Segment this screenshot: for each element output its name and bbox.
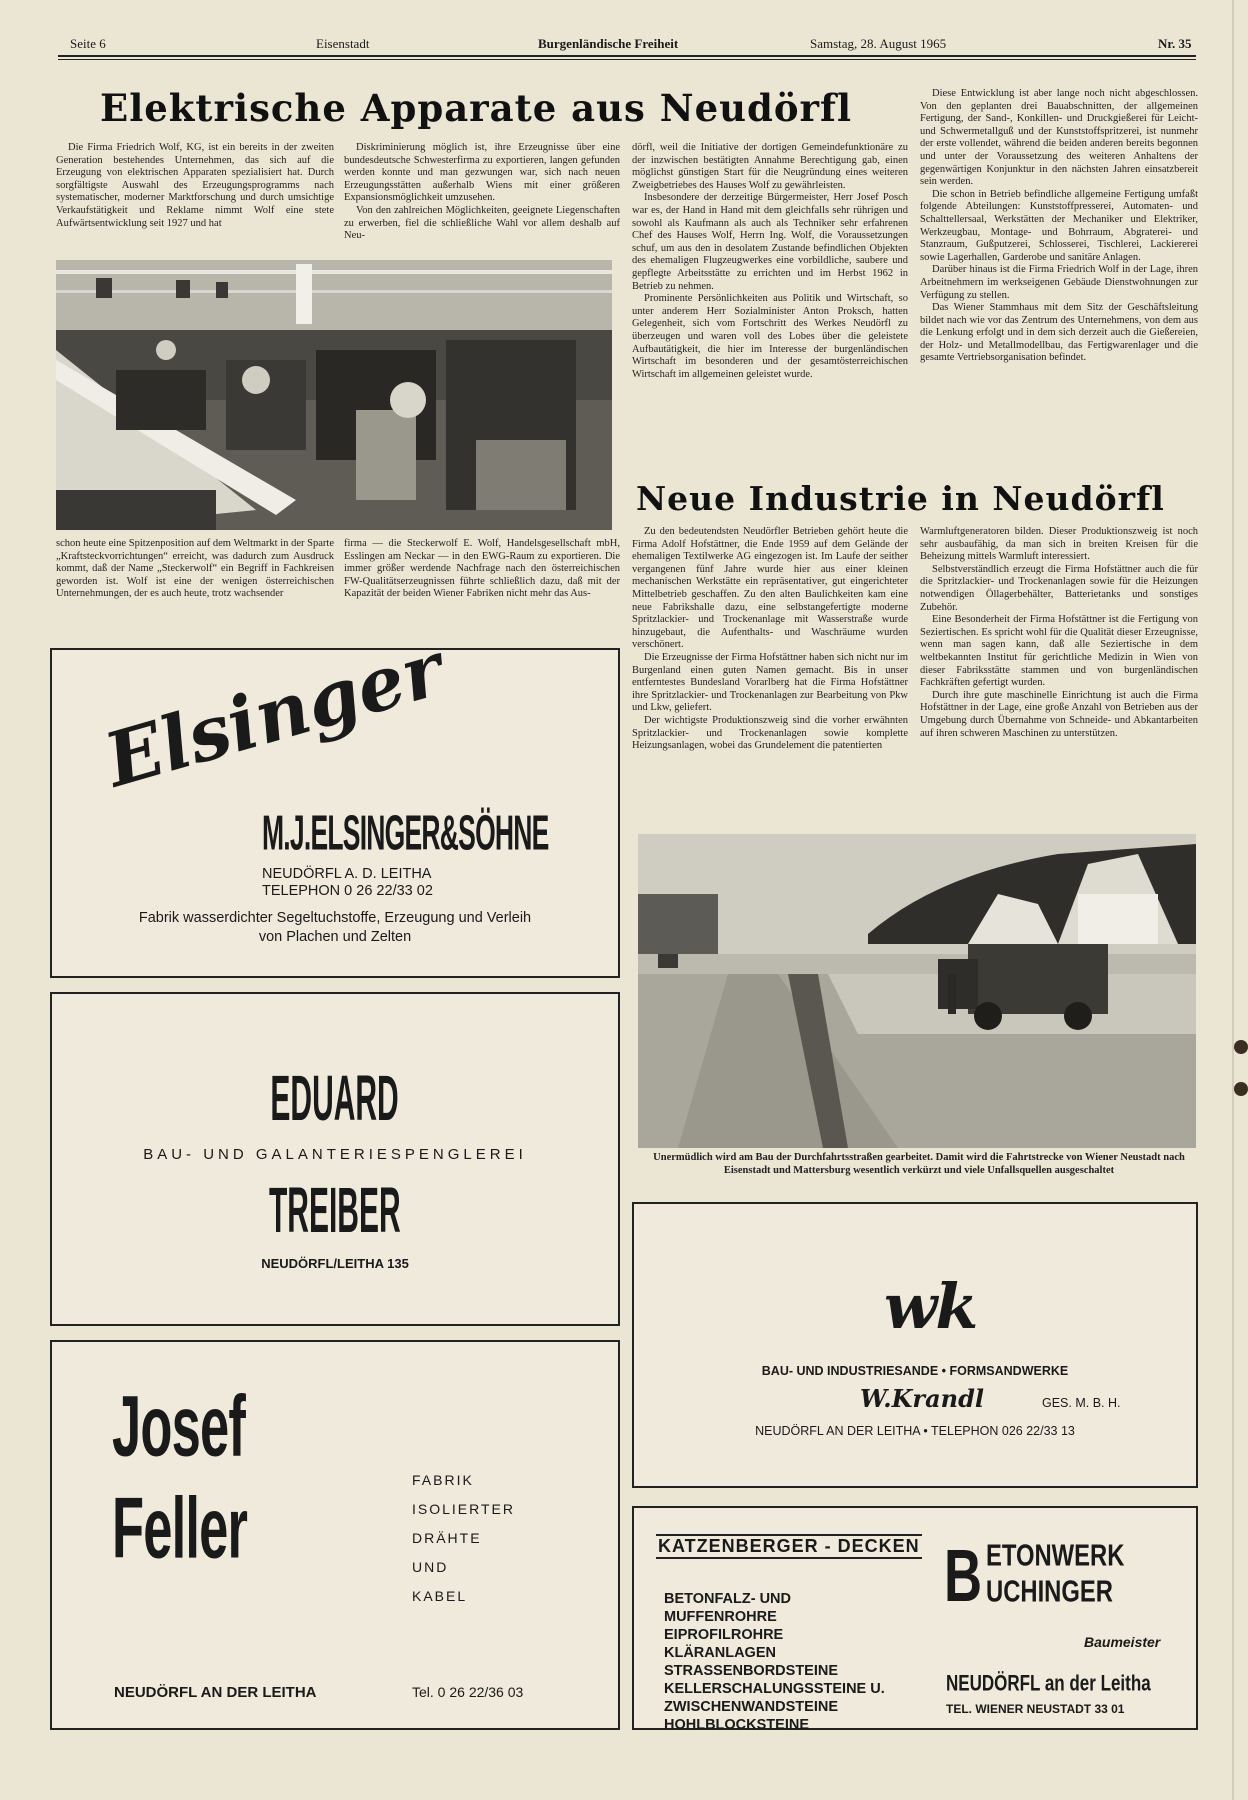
elsinger-line1: Fabrik wasserdichter Segeltuchstoffe, Erzeugung und Verleih xyxy=(138,910,532,926)
newspaper-name: Burgenländische Freiheit xyxy=(538,36,679,51)
road-photo-caption: Unermüdlich wird am Bau der Durchfahrtsstraßen gearbeitet. Damit wird die Fahrtstrecke von Wiener Neustadt nach Eisenstadt und Mattersburg wesentlich verkürzt und viele Unfallsquellen ausgeschaltet xyxy=(653,1152,1185,1176)
krandl-line3: NEUDÖRFL AN DER LEITHA • TELEPHON 026 22/33 13 xyxy=(755,1424,1075,1438)
article1-col2-bottom-text: firma — die Steckerwolf E. Wolf, Handelsgesellschaft mbH, Esslingen am Neckar — in den EWG-Raum zu exportieren. Die immer größer werdende Nachfrage nach den österreichischen FW-Qualitätserzeugnissen führte schließlich dazu, daß mit der Kapazität der beiden Wiener Fabriken nicht mehr das Aus- xyxy=(344,538,620,600)
header-location: Eisenstadt xyxy=(316,36,370,51)
buchinger-product: ZWISCHENWANDSTEINE xyxy=(664,1699,838,1715)
feller-product-5: KABEL xyxy=(412,1588,468,1604)
buchinger-brand2: UCHINGER xyxy=(986,1574,1113,1609)
article2-col-b-p3: Eine Besonderheit der Firma Hofstättner ist die Fertigung von Seziertischen. Es spricht wohl für die Qualität dieser Erzeugnisse, wenn man sagen kann, daß alle Seziertische in dem weltbekannten Institut für gerichtliche Medizin in Wien von dieser Fabriksstätte stammen und von burgenländischen Fachkräften gefertigt wurden. xyxy=(920,614,1198,689)
feller-product-1: FABRIK xyxy=(412,1472,474,1488)
feller-product-2: ISOLIERTER xyxy=(412,1501,515,1517)
feller-place: NEUDÖRFL AN DER LEITHA xyxy=(114,1684,317,1701)
article1-col4 xyxy=(920,88,1198,464)
buchinger-product: KELLERSCHALUNGSSTEINE U. xyxy=(664,1681,885,1697)
binding-hole-1 xyxy=(1234,1040,1248,1054)
article1-col2-top-text2: Von den zahlreichen Möglichkeiten, geeignete Liegenschaften zu erwerben, fiel die schließliche Wahl vor allem deshalb auf Neu- xyxy=(344,204,620,242)
feller-products xyxy=(412,1466,515,1611)
header-rule xyxy=(58,55,1196,60)
buchinger-product: MUFFENROHRE xyxy=(664,1609,777,1625)
elsinger-script-logo: Elsinger xyxy=(96,626,453,805)
treiber-first-wrap xyxy=(52,1064,618,1135)
article1-col2-bottom xyxy=(344,538,620,628)
feller-product-4: UND xyxy=(412,1559,449,1575)
krandl-line1: BAU- UND INDUSTRIESANDE • FORMSANDWERKE xyxy=(761,1364,1069,1378)
article2-col-a-p1: Zu den bedeutendsten Neudörfler Betrieben gehört heute die Firma Adolf Hofstättner, die Ende 1959 auf dem Gelände der ehemaligen Textilwerke AG eingezogen ist. Im Laufe der seither vergangenen fünf Jahre wurde hier aus einer kleinen mechanischen Werkstätte ein repräsentativer, gut eingerichteter Mittelbetrieb geschaffen. Zu den alten Baulichkeiten kam eine neue Fabrikshalle dazu, eine selbstangefertigte moderne Spritzlackier- und Trockenanlage mit Wasserstraße wurde hinzugebaut, die Aufenthalts- und Waschräume wurden verschönert. xyxy=(632,526,908,651)
article1-col4-p4: Das Wiener Stammhaus mit dem Sitz der Geschäftsleitung bildet nach wie vor das Zentrum des Unternehmens, von dem aus die Lenkung erfolgt und in dem sich derzeit auch die Gießereien, der Holz- und Metallmodellbau, das Fertigwarenlager und die gesamte Vertriebsorganisation befindet. xyxy=(920,302,1198,364)
page-edge xyxy=(1232,0,1234,1800)
article2-headline: Neue Industrie in Neudörfl xyxy=(636,479,1165,518)
buchinger-product: KLÄRANLAGEN xyxy=(664,1645,776,1661)
buchinger-product: BETONFALZ- UND xyxy=(664,1591,792,1607)
binding-hole-2 xyxy=(1234,1082,1248,1096)
elsinger-firm-name: M.J.ELSINGER&SÖHNE xyxy=(262,806,549,862)
article1-col1-top xyxy=(56,142,334,254)
krandl-wk-logo: wk xyxy=(884,1270,977,1343)
article2-col-a-p2: Die Erzeugnisse der Firma Hofstättner haben sich nicht nur im Burgenland einen guten Namen gemacht. Bis in unser entferntestes Bundesland Vorarlberg hat die Firma Hofstättner ihre Spritzlackier- und Trockenanlagen zur Bearbeitung von Pkw und Lkw, geliefert. xyxy=(632,651,908,714)
article1-col3-p1: dörfl, weil die Initiative der dortigen Gemeindefunktionäre zu der inzwischen bestätigten Annahme Berechtigung gab, einen möglichst günstigen Start für die Neugründung eines weiteren Zweigbetriebes des Hauses Wolf zu gewährleisten. xyxy=(632,142,908,191)
ad-feller xyxy=(50,1340,620,1730)
treiber-first-name: EDUARD xyxy=(270,1064,400,1135)
treiber-last-name: TREIBER xyxy=(269,1176,401,1247)
treiber-place: NEUDÖRFL/LEITHA 135 xyxy=(261,1256,409,1271)
buchinger-phone: TEL. WIENER NEUSTADT 33 01 xyxy=(946,1702,1125,1716)
article1-col4-p3: Darüber hinaus ist die Firma Friedrich Wolf in der Lage, ihren Arbeitnehmern im werkseigenen Gebäude Dienstwohnungen zur Verfügung zu stellen. xyxy=(920,264,1198,301)
factory-photo-image xyxy=(56,260,612,530)
buchinger-place: NEUDÖRFL an der Leitha xyxy=(946,1672,1151,1697)
buchinger-initial: B xyxy=(944,1535,983,1618)
elsinger-phone: TELEPHON 0 26 22/33 02 xyxy=(262,883,433,899)
article2-col-b xyxy=(920,526,1198,820)
ad-krandl xyxy=(632,1202,1198,1488)
ad-elsinger xyxy=(50,626,620,978)
article1-col3-p2: Insbesondere der derzeitige Bürgermeister, Herr Josef Posch war es, der Hand in Hand mit dem gleichfalls sehr rührigen und sowohl als Kaufmann als auch als Techniker sehr erfahrenen Chef des Hauses Wolf, Herrn Ing. Wolf, die Voraussetzungen schuf, um aus den in desolatem Zustande befindlichen Objekten des ehemaligen Flugzeugwerkes eine vorbildliche, saubere und gepflegte Arbeitsstätte zu errichten und im Herbst 1962 in Betrieb zu nehmen. xyxy=(632,192,908,292)
issue-number: Nr. 35 xyxy=(1158,36,1192,51)
article1-col2-top xyxy=(344,142,620,254)
buchinger-role: Baumeister xyxy=(1084,1634,1161,1650)
article2-col-a-p3: Der wichtigste Produktionszweig sind die vorher erwähnten Spritzlackier- und Trockenanlagen sowie komplette Heizungsanlagen, wobei das Grundelement die patentierten xyxy=(632,714,908,752)
katzenberger-title: KATZENBERGER - DECKEN xyxy=(656,1534,922,1559)
feller-last-name: Feller xyxy=(112,1479,248,1577)
ad-buchinger xyxy=(632,1506,1198,1733)
elsinger-place: NEUDÖRFL A. D. LEITHA xyxy=(262,866,432,882)
article1-col2-top-text: Diskriminierung möglich ist, ihre Erzeugnisse über eine bundesdeutsche Schwesterfirma zu exportieren, langen gefunden werden konnte und man gezwungen war, sich nach neuen Erzeugungsstätten außerhalb Wiens mit einer größeren Expansionsmöglichkeit umzusehen. xyxy=(344,142,620,204)
article1-col1-bottom xyxy=(56,538,334,628)
article1-col3 xyxy=(632,142,908,468)
feller-product-3: DRÄHTE xyxy=(412,1530,482,1546)
header-date: Samstag, 28. August 1965 xyxy=(810,36,947,51)
article1-col4-p1: Diese Entwicklung ist aber lange noch nicht abgeschlossen. Von den geplanten drei Bauabschnitten, der allgemeinen Fertigung, der Sand-, Konkillen- und Druckgießerei für Leicht- und Schwermetallguß und der Kunststoffspritzerei, ist nunmehr der erste vollendet, während die beiden anderen bereits begonnen und unter der Voraussetzung des weiteren Anhaltens der gegenwärtigen Konjunktur in den nächsten Jahren einsatzbereit sein werden. xyxy=(920,88,1198,188)
buchinger-product: EIPROFILROHRE xyxy=(664,1627,784,1643)
page-number: Seite 6 xyxy=(70,36,106,51)
treiber-last-wrap xyxy=(52,1176,618,1247)
buchinger-product: HOHLBLOCKSTEINE xyxy=(664,1717,809,1733)
treiber-trade: BAU- UND GALANTERIESPENGLEREI xyxy=(143,1146,527,1163)
article1-col1-bottom-text: schon heute eine Spitzenposition auf dem Weltmarkt in der Sparte „Kraftsteckvorrichtungen“ erreicht, was dadurch zum Ausdruck kommt, daß der Name „Steckerwolf“ ein Begriff in Fachkreisen geworden ist. Wolf ist eine der wenigen österreichischen Unternehmungen, der es auch heute, trotz wachsender xyxy=(56,538,334,600)
article2-col-b-p2: Selbstverständlich erzeugt die Firma Hofstättner auch die für die Spritzlackier- und Trockenanlagen sowie für die Heizungen notwendigen Öllagerbehälter, Batterietanks und sonstiges Zubehör. xyxy=(920,563,1198,613)
article1-col3-p3: Prominente Persönlichkeiten aus Politik und Wirtschaft, so unter anderem Herr Sozialminister Anton Proksch, hatten Gelegenheit, sich vom Fortschritt des Werkes Neudörfl zu überzeugen und waren voll des Lobes über die geleistete Aufbautätigkeit, die hier im Interesse der burgenländischen Wirtschaft im besonderen und der gesamtösterreichischen Wirtschaft im allgemeinen geleistet wurde. xyxy=(632,293,908,380)
elsinger-line2: von Plachen und Zelten xyxy=(258,929,412,945)
article1-headline: Elektrische Apparate aus Neudörfl xyxy=(100,86,853,130)
feller-first-name: Josef xyxy=(112,1377,245,1475)
article1-col4-p2: Die schon in Betrieb befindliche allgemeine Fertigung umfaßt folgende Abteilungen: Kunststoffpresserei, Automaten- und Schalttellersaal, Werkstätten der Mechaniker und Elektriker, Werkzeugbau, Montage- und Bohrraum, Abgraterei- und Stanzraum, Gußputzerei, Schlosserei, Tischlerei, Lackiererei sowie Lagerhallen, Garderobe und sanitäre Anlagen. xyxy=(920,188,1198,263)
article2-col-b-p4: Durch ihre gute maschinelle Einrichtung ist auch die Firma Hofstättner in der Lage, eine große Anzahl von Betrieben aus der Umgebung durch Übernahme von Schneide- und Abkantarbeiten auf ihren schweren Maschinen zu unterstützen. xyxy=(920,689,1198,739)
buchinger-product-list xyxy=(664,1590,885,1734)
feller-phone: Tel. 0 26 22/36 03 xyxy=(412,1684,524,1700)
buchinger-brand1: ETONWERK xyxy=(986,1538,1125,1573)
krandl-suffix: GES. M. B. H. xyxy=(1042,1396,1121,1410)
article2-col-b-p1: Warmluftgeneratoren bilden. Dieser Produktionszweig ist noch sehr ausbaufähig, da man sich in breiten Kreisen für die Beheizung mittels Warmluft interessiert. xyxy=(920,526,1198,563)
ad-treiber xyxy=(50,992,620,1326)
road-construction-photo xyxy=(638,834,1196,1148)
article1-col1-top-text: Die Firma Friedrich Wolf, KG, ist ein bereits in der zweiten Generation bestehendes Unternehmen, das sich auf die Erzeugung von elektrischen Apparaten spezialisiert hat. Durch sorgfältigste Auswahl des Erzeugungsprogramms nach systematischer, moderner Marktforschung und durch umsichtige Verkaufstätigkeit und Reklame nimmt Wolf eine stete Aufwärtsentwicklung seit 1927 und hat xyxy=(56,142,334,229)
article2-col-a xyxy=(632,526,908,820)
buchinger-product: STRASSENBORDSTEINE xyxy=(664,1663,839,1679)
factory-photo xyxy=(56,260,612,530)
road-photo-image xyxy=(638,834,1196,1148)
krandl-name: W.Krandl xyxy=(860,1384,984,1413)
